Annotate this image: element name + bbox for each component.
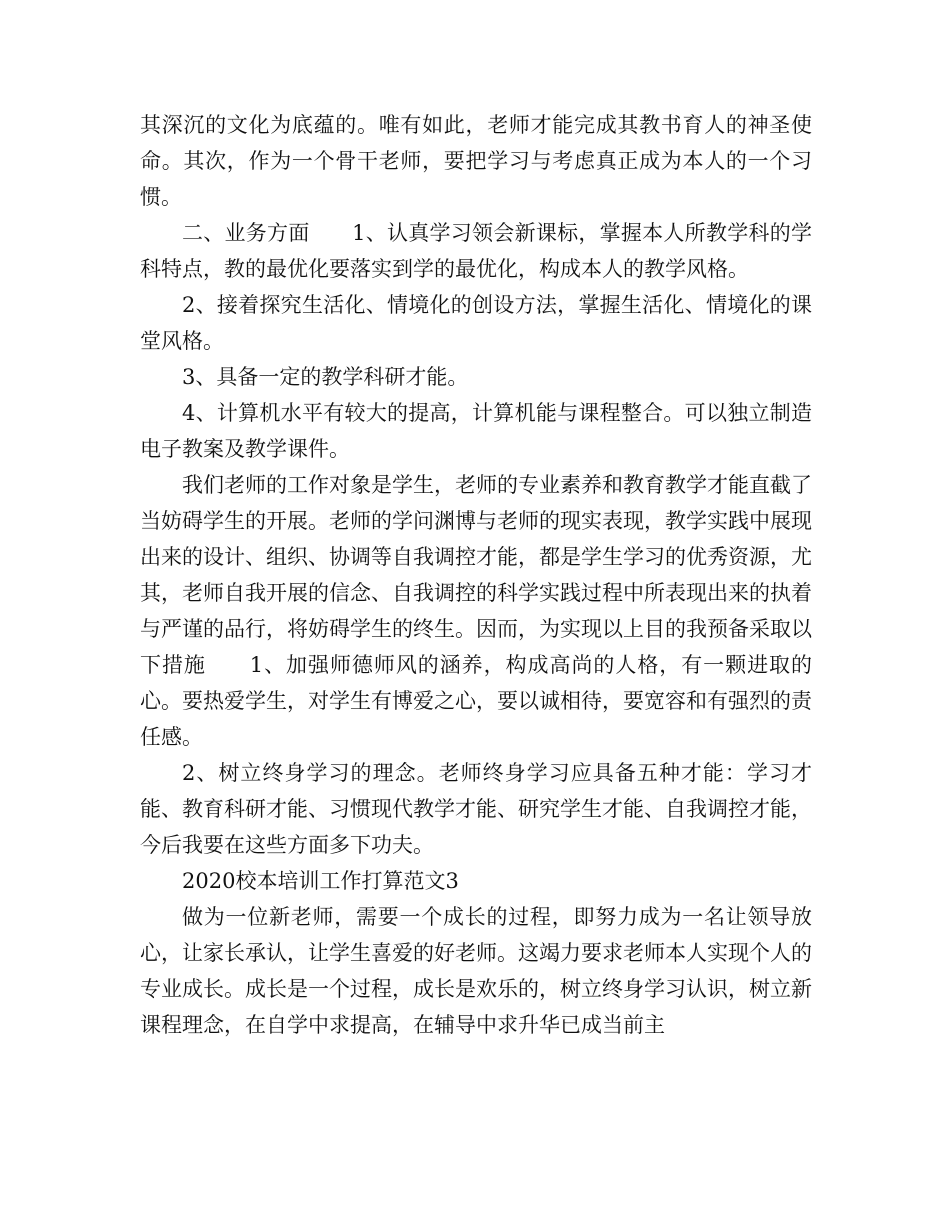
paragraph-culture-mission: 其深沉的文化为底蕴的。唯有如此，老师才能完成其教书育人的神圣使命。其次，作为一个骨干老师，要把学习与考虑真正成为本人的一个习惯。 xyxy=(140,113,812,209)
paragraph-lifelong-learning: 2、树立终身学习的理念。老师终身学习应具备五种才能：学习才能、教育科研才能、习惯现代教学才能、研究学生才能、自我调控才能，今后我要在这些方面多下功夫。 xyxy=(140,761,812,857)
section-heading: 2020校本培训工作打算范文3 xyxy=(182,869,459,893)
paragraph-item-4-computer: 4、计算机水平有较大的提高，计算机能与课程整合。可以独立制造电子教案及教学课件。 xyxy=(140,401,812,461)
paragraph-business-aspect: 二、业务方面 1、认真学习领会新课标，掌握本人所教学科的学科特点，教的最优化要落实到学的最优化，构成本人的教学风格。 xyxy=(140,221,812,281)
paragraph-item-3-research: 3、具备一定的教学科研才能。 xyxy=(182,365,469,389)
paragraph-teacher-work: 我们老师的工作对象是学生，老师的专业素养和教育教学才能直截了当妨碍学生的开展。老师的学问渊博与老师的现实表现，教学实践中展现出来的设计、组织、协调等自我调控才能，都是学生学习的优秀资源，尤其，老师自我开展的信念、自我调控的科学实践过程中所表现出来的执着与严谨的品行，将妨碍学生的终生。因而，为实现以上目的我预备采取以下措施 1、加强师德师风的涵养，构成高尚的人格，有一颗进取的心。要热爱学生，对学生有博爱之心，要以诚相待，要宽容和有强烈的责任感。 xyxy=(140,473,812,749)
document-page xyxy=(140,107,812,1043)
paragraph-new-teacher: 做为一位新老师，需要一个成长的过程，即努力成为一名让领导放心，让家长承认，让学生喜爱的好老师。这竭力要求老师本人实现个人的专业成长。成长是一个过程，成长是欢乐的，树立终身学习认识，树立新课程理念，在自学中求提高，在辅导中求升华已成当前主 xyxy=(140,905,812,1037)
paragraph-item-2-explore: 2、接着探究生活化、情境化的创设方法，掌握生活化、情境化的课堂风格。 xyxy=(140,293,812,353)
